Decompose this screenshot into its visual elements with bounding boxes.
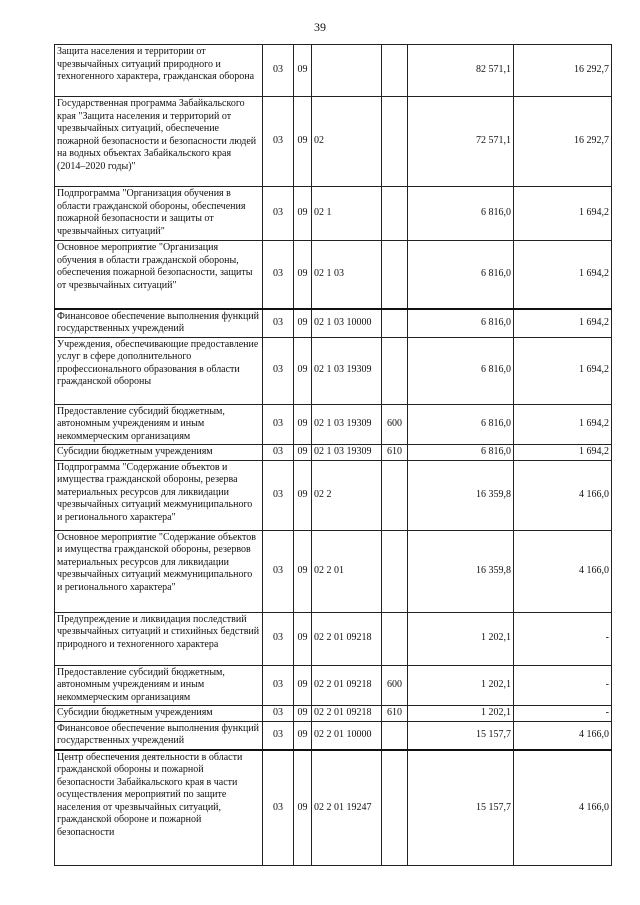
row-section-code: 03 bbox=[263, 706, 294, 722]
row-name: Подпрограмма "Содержание объектов и имущества гражданской обороны, резерва материальных ресурсов для ликвидации чрезвычайных ситуаций межмуниципального и регионального характера" bbox=[55, 460, 263, 530]
row-target-article: 02 2 01 19247 bbox=[312, 750, 382, 866]
row-section-code: 03 bbox=[263, 45, 294, 97]
row-amount-1: 82 571,1 bbox=[408, 45, 514, 97]
row-amount-1: 15 157,7 bbox=[408, 721, 514, 750]
row-subsection-code: 09 bbox=[294, 309, 312, 338]
row-name: Основное мероприятие "Организация обучения в области гражданской обороны, обеспечения пожарной безопасности, защиты от чрезвычайных ситуаций" bbox=[55, 241, 263, 309]
row-name: Учреждения, обеспечивающие предоставление услуг в сфере дополнительного профессионального образования в области гражданской обороны bbox=[55, 337, 263, 404]
row-amount-2: 1 694,2 bbox=[514, 241, 612, 309]
row-expense-type: 600 bbox=[382, 665, 408, 706]
row-name: Предупреждение и ликвидация последствий чрезвычайных ситуаций и стихийных бедствий природного и техногенного характера bbox=[55, 612, 263, 665]
row-amount-1: 15 157,7 bbox=[408, 750, 514, 866]
row-target-article: 02 2 01 10000 bbox=[312, 721, 382, 750]
row-amount-1: 1 202,1 bbox=[408, 612, 514, 665]
table-row bbox=[55, 460, 612, 530]
row-expense-type bbox=[382, 460, 408, 530]
row-target-article: 02 2 01 09218 bbox=[312, 706, 382, 722]
row-expense-type bbox=[382, 530, 408, 612]
row-name: Основное мероприятие "Содержание объектов и имущества гражданской обороны, резервов материальных ресурсов для ликвидации чрезвычайных ситуаций межмуниципального и регионального характера" bbox=[55, 530, 263, 612]
row-amount-1: 1 202,1 bbox=[408, 665, 514, 706]
row-amount-2: - bbox=[514, 665, 612, 706]
table-row bbox=[55, 665, 612, 706]
row-expense-type bbox=[382, 309, 408, 338]
row-target-article: 02 1 03 19309 bbox=[312, 445, 382, 461]
row-amount-1: 72 571,1 bbox=[408, 97, 514, 187]
row-section-code: 03 bbox=[263, 750, 294, 866]
row-expense-type bbox=[382, 187, 408, 241]
table-row bbox=[55, 530, 612, 612]
row-subsection-code: 09 bbox=[294, 530, 312, 612]
table-row bbox=[55, 750, 612, 866]
row-target-article: 02 2 bbox=[312, 460, 382, 530]
row-target-article: 02 1 03 10000 bbox=[312, 309, 382, 338]
row-amount-1: 1 202,1 bbox=[408, 706, 514, 722]
row-subsection-code: 09 bbox=[294, 241, 312, 309]
row-amount-2: 1 694,2 bbox=[514, 337, 612, 404]
row-subsection-code: 09 bbox=[294, 750, 312, 866]
row-amount-2: 16 292,7 bbox=[514, 45, 612, 97]
row-amount-2: 1 694,2 bbox=[514, 187, 612, 241]
row-amount-1: 16 359,8 bbox=[408, 530, 514, 612]
row-target-article: 02 bbox=[312, 97, 382, 187]
table-row bbox=[55, 612, 612, 665]
table-row bbox=[55, 309, 612, 338]
row-section-code: 03 bbox=[263, 309, 294, 338]
row-expense-type bbox=[382, 45, 408, 97]
row-amount-2: 4 166,0 bbox=[514, 721, 612, 750]
row-target-article: 02 2 01 09218 bbox=[312, 665, 382, 706]
budget-table bbox=[54, 44, 612, 866]
row-name: Государственная программа Забайкальского края "Защита населения и территорий от чрезвычайных ситуаций, обеспечение пожарной безопасности и безопасности людей на водных объектах Забайкальского края (2014–2020 годы)" bbox=[55, 97, 263, 187]
table-row bbox=[55, 241, 612, 309]
row-subsection-code: 09 bbox=[294, 337, 312, 404]
table-row bbox=[55, 721, 612, 750]
row-name: Субсидии бюджетным учреждениям bbox=[55, 706, 263, 722]
row-subsection-code: 09 bbox=[294, 404, 312, 445]
row-expense-type: 610 bbox=[382, 706, 408, 722]
row-amount-1: 6 816,0 bbox=[408, 337, 514, 404]
table-row bbox=[55, 187, 612, 241]
row-name: Предоставление субсидий бюджетным, автономным учреждениям и иным некоммерческим организациям bbox=[55, 665, 263, 706]
budget-table-body bbox=[55, 45, 612, 866]
table-row bbox=[55, 337, 612, 404]
row-name: Подпрограмма "Организация обучения в области гражданской обороны, обеспечения пожарной безопасности и защиты от чрезвычайных ситуаций" bbox=[55, 187, 263, 241]
row-expense-type: 610 bbox=[382, 445, 408, 461]
row-amount-2: 1 694,2 bbox=[514, 309, 612, 338]
row-section-code: 03 bbox=[263, 445, 294, 461]
table-row bbox=[55, 706, 612, 722]
row-amount-1: 6 816,0 bbox=[408, 404, 514, 445]
row-subsection-code: 09 bbox=[294, 612, 312, 665]
row-subsection-code: 09 bbox=[294, 721, 312, 750]
row-target-article: 02 1 03 bbox=[312, 241, 382, 309]
row-section-code: 03 bbox=[263, 337, 294, 404]
row-expense-type: 600 bbox=[382, 404, 408, 445]
row-amount-1: 16 359,8 bbox=[408, 460, 514, 530]
row-amount-2: 4 166,0 bbox=[514, 750, 612, 866]
row-subsection-code: 09 bbox=[294, 97, 312, 187]
row-section-code: 03 bbox=[263, 187, 294, 241]
row-section-code: 03 bbox=[263, 530, 294, 612]
row-amount-2: 1 694,2 bbox=[514, 404, 612, 445]
row-target-article: 02 2 01 bbox=[312, 530, 382, 612]
row-name: Защита населения и территории от чрезвычайных ситуаций природного и техногенного характера, гражданская оборона bbox=[55, 45, 263, 97]
table-row bbox=[55, 97, 612, 187]
row-section-code: 03 bbox=[263, 721, 294, 750]
table-row bbox=[55, 45, 612, 97]
row-section-code: 03 bbox=[263, 404, 294, 445]
row-subsection-code: 09 bbox=[294, 187, 312, 241]
row-amount-1: 6 816,0 bbox=[408, 187, 514, 241]
row-target-article: 02 1 03 19309 bbox=[312, 404, 382, 445]
row-amount-2: 16 292,7 bbox=[514, 97, 612, 187]
row-name: Финансовое обеспечение выполнения функций государственных учреждений bbox=[55, 309, 263, 338]
row-amount-2: 1 694,2 bbox=[514, 445, 612, 461]
row-name: Предоставление субсидий бюджетным, автономным учреждениям и иным некоммерческим организациям bbox=[55, 404, 263, 445]
row-name: Субсидии бюджетным учреждениям bbox=[55, 445, 263, 461]
row-expense-type bbox=[382, 721, 408, 750]
row-amount-2: - bbox=[514, 612, 612, 665]
row-expense-type bbox=[382, 612, 408, 665]
row-section-code: 03 bbox=[263, 241, 294, 309]
row-subsection-code: 09 bbox=[294, 45, 312, 97]
row-amount-1: 6 816,0 bbox=[408, 309, 514, 338]
row-subsection-code: 09 bbox=[294, 665, 312, 706]
row-amount-2: 4 166,0 bbox=[514, 530, 612, 612]
row-subsection-code: 09 bbox=[294, 460, 312, 530]
row-target-article bbox=[312, 45, 382, 97]
row-section-code: 03 bbox=[263, 97, 294, 187]
row-target-article: 02 1 03 19309 bbox=[312, 337, 382, 404]
row-target-article: 02 1 bbox=[312, 187, 382, 241]
row-amount-1: 6 816,0 bbox=[408, 445, 514, 461]
table-row bbox=[55, 445, 612, 461]
row-amount-2: - bbox=[514, 706, 612, 722]
table-row bbox=[55, 404, 612, 445]
row-target-article: 02 2 01 09218 bbox=[312, 612, 382, 665]
row-name: Центр обеспечения деятельности в области гражданской обороны и пожарной безопасности Забайкальского края в части осуществления мероприятий по защите населения от чрезвычайных ситуаций, гражданской обороне и пожарной безопасности bbox=[55, 750, 263, 866]
row-section-code: 03 bbox=[263, 612, 294, 665]
row-expense-type bbox=[382, 97, 408, 187]
row-subsection-code: 09 bbox=[294, 706, 312, 722]
row-expense-type bbox=[382, 337, 408, 404]
row-name: Финансовое обеспечение выполнения функций государственных учреждений bbox=[55, 721, 263, 750]
row-amount-2: 4 166,0 bbox=[514, 460, 612, 530]
row-section-code: 03 bbox=[263, 460, 294, 530]
page-number: 39 bbox=[314, 20, 326, 34]
row-amount-1: 6 816,0 bbox=[408, 241, 514, 309]
row-expense-type bbox=[382, 750, 408, 866]
row-expense-type bbox=[382, 241, 408, 309]
row-subsection-code: 09 bbox=[294, 445, 312, 461]
row-section-code: 03 bbox=[263, 665, 294, 706]
